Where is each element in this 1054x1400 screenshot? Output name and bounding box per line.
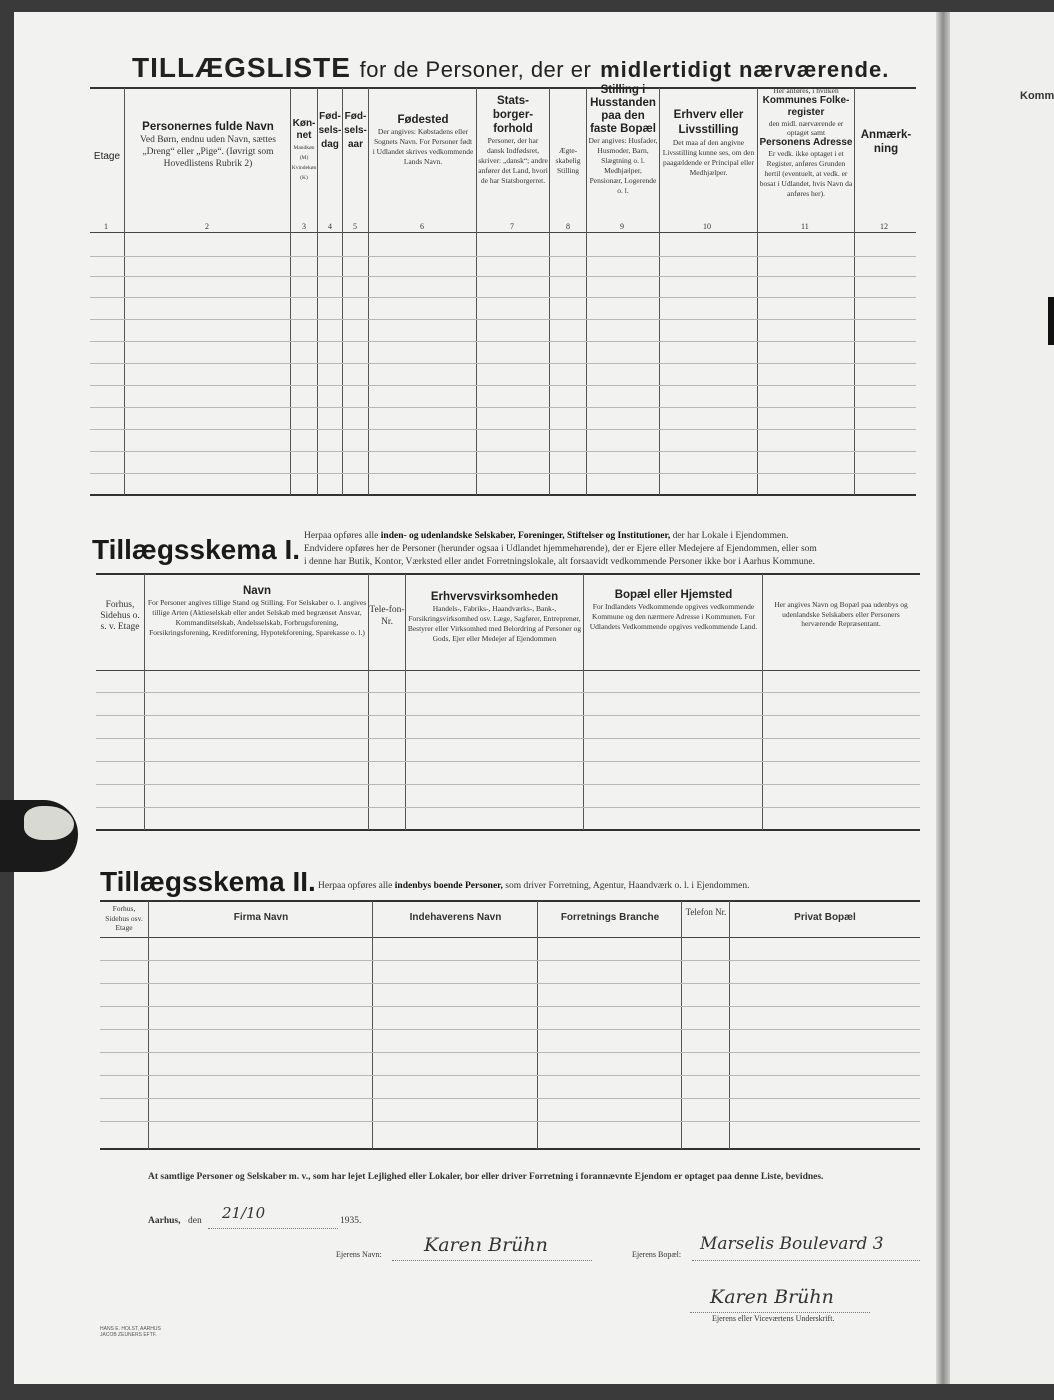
col-navn: Personernes fulde Navn Ved Børn, endnu uden Navn, sættes „Dreng“ eller „Pige“. (Iøvrigt som Hovedlistens Rubrik 2): [140, 121, 276, 169]
col-number: 3: [302, 222, 306, 231]
printer-imprint: HANS E. HOLST, AARHUS JACOB ZEUNERS EFTF.: [100, 1326, 161, 1338]
skema2-col-firma: Firma Navn: [233, 912, 289, 923]
signature-line: [690, 1312, 870, 1313]
col-number: 10: [703, 222, 711, 231]
col-number: 4: [328, 222, 332, 231]
owner-name-label: Ejerens Navn:: [336, 1250, 382, 1259]
skema1-col-telefon: Tele-fon-Nr.: [369, 605, 405, 627]
owner-name-signature: Karen Brühn: [424, 1234, 548, 1256]
col-anmaerkning: Anmærk-ning: [860, 129, 912, 155]
col-number: 7: [510, 222, 514, 231]
skema1-col-erhverv: Erhvervsvirksomheden Handels-, Fabriks-, Haandværks-, Bank-, Forsikringsvirksomhed osv. Læge, Sagfører, Entreprenør, Bestyrer eller Virksomhed med Belordring af Personer og Gods, Ejer eller Medejer af Ejendommen: [407, 591, 582, 643]
col-stilling: Stilling i Husstanden paa den faste Bopæl Der angives: Husfader, Husmoder, Barn, Slægtning o. l. Medhjælper, Pensionær, Logerende o. l.: [588, 84, 658, 195]
skema1-intro: Herpaa opføres alle inden- og udenlandske Selskaber, Foreninger, Stiftelser og Institutioner, der har Lokale i Ejendommen. Endvidere opføres her de Personer (herunder ogsaa i Udlandet hjemmehørende), der er Ejere eller Medejere af Ejendommen, eller som i denne har Butik, Kontor, Værksted eller andet Forretningslokale, alt forsaavidt vedkommende Personer ikke bor i Aarhus Kommune.: [304, 531, 817, 567]
col-number: 1: [104, 222, 108, 231]
facing-page-fragment: Komm: [1020, 90, 1054, 102]
book-spine: [936, 12, 950, 1384]
skema2-col-indehaver: Indehaverens Navn: [409, 912, 502, 923]
col-folkeregister: Her anføres, i hvilken Kommunes Folke-register den midl. nærværende er optaget samt Personens Adresse Er vedk. ikke optaget i et Register, anføres Grunden hertil (eventuelt, at vedk. er bosat i Udlandet, hvis Navn da anføres her).: [759, 86, 853, 198]
skema1-col-navn: Navn For Personer angives tillige Stand og Stilling. For Selskaber o. l. angives tillige Arten (Aktieselskab eller andet Selskab med begrænset Ansvar, Kommanditselskab, Andelsselskab, Forbrugsforening, Forsikringsforening, Kreditforening, Hypotekforening, Sparekasse o. l.): [147, 585, 367, 637]
col-foedested: Fødested Der angives: Købstadens eller Sognets Navn. For Personer født i Udlandet skrives vedkommende Lands Navn.: [372, 114, 474, 166]
skema2-intro: Herpaa opføres alle indenbys boende Personer, som driver Forretning, Agentur, Haandværk o. l. i Ejendommen.: [318, 881, 750, 891]
date-line: [208, 1228, 338, 1229]
date-den-label: den: [188, 1216, 202, 1226]
skema2-col-privat: Privat Bopæl: [794, 912, 856, 923]
col-number: 5: [353, 222, 357, 231]
col-number: 11: [801, 222, 809, 231]
col-number: 6: [420, 222, 424, 231]
skema1-title: Tillægsskema I.: [92, 534, 301, 565]
skema1-col-etage: Forhus, Sidehus o. s. v. Etage: [100, 600, 140, 632]
skema1-col-repr: Her angives Navn og Bopæl paa udenbys og udenlandske Selskabers eller Personers herværende Repræsentant.: [774, 600, 908, 628]
certification-text: At samtlige Personer og Selskaber m. v., som har lejet Lejlighed eller Lokaler, bor eller driver Forretning i forannævnte Ejendom er optaget paa denne Liste, bevidnes.: [148, 1172, 824, 1182]
col-koen: Køn-net Mandkøn (M) Kvindekøn (K): [291, 118, 317, 181]
col-number: 12: [880, 222, 888, 231]
skema2-col-telefon: Telefon Nr.: [685, 907, 727, 917]
skema1-col-bopael: Bopæl eller Hjemsted For Indlandets Vedkommende opgives vedkommende Kommune og den nærmere Adresse i Kommunen. For Udlandets Vedkommende opgives vedkommende Land.: [589, 589, 758, 631]
date-handwritten: 21/10: [222, 1204, 266, 1222]
owner-address-label: Ejerens Bopæl:: [632, 1250, 682, 1259]
col-number: 2: [205, 222, 209, 231]
signature-handwritten: Karen Brühn: [710, 1286, 834, 1308]
page-title: [132, 52, 889, 84]
col-aegteskab: Ægte-skabelig Stilling: [555, 146, 581, 175]
facing-page-mark: [1048, 297, 1054, 345]
owner-address-handwritten: Marselis Boulevard 3: [700, 1234, 884, 1254]
facing-page: [950, 12, 1054, 1384]
owner-address-line: [692, 1260, 920, 1261]
col-foedselsdag: Fød-sels-dag: [318, 111, 342, 150]
col-erhverv: Erhverv eller Livsstilling Det maa af den angivne Livsstilling kunne ses, om den paagældende er Principal eller Medhjælper.: [662, 109, 755, 177]
thumb: [0, 800, 78, 872]
title-bold: TILLÆGSLISTE: [132, 52, 351, 83]
year: 1935.: [340, 1216, 362, 1226]
signature-label: Ejerens eller Viceværtens Underskrift.: [712, 1314, 835, 1323]
title-emphasis: midlertidigt nærværende.: [600, 57, 890, 82]
skema2-title: Tillægsskema II.: [100, 866, 316, 897]
skema2-col-etage: Forhus, Sidehus osv. Etage: [105, 904, 143, 932]
title-rest: for de Personer, der er: [359, 57, 592, 82]
col-foedselsaar: Fød-sels-aar: [344, 111, 367, 150]
place-label: Aarhus,: [148, 1216, 181, 1226]
col-number: 9: [620, 222, 624, 231]
col-number: 8: [566, 222, 570, 231]
skema2-col-branche: Forretnings Branche: [560, 912, 660, 923]
col-etage: Etage: [93, 151, 121, 162]
col-statsborger: Stats-borger-forhold Personer, der har dansk Indfødsret, skriver: „dansk“; andre anfører det Land, hvori de har Statsborgerret.: [478, 95, 548, 185]
owner-name-line: [392, 1260, 592, 1261]
